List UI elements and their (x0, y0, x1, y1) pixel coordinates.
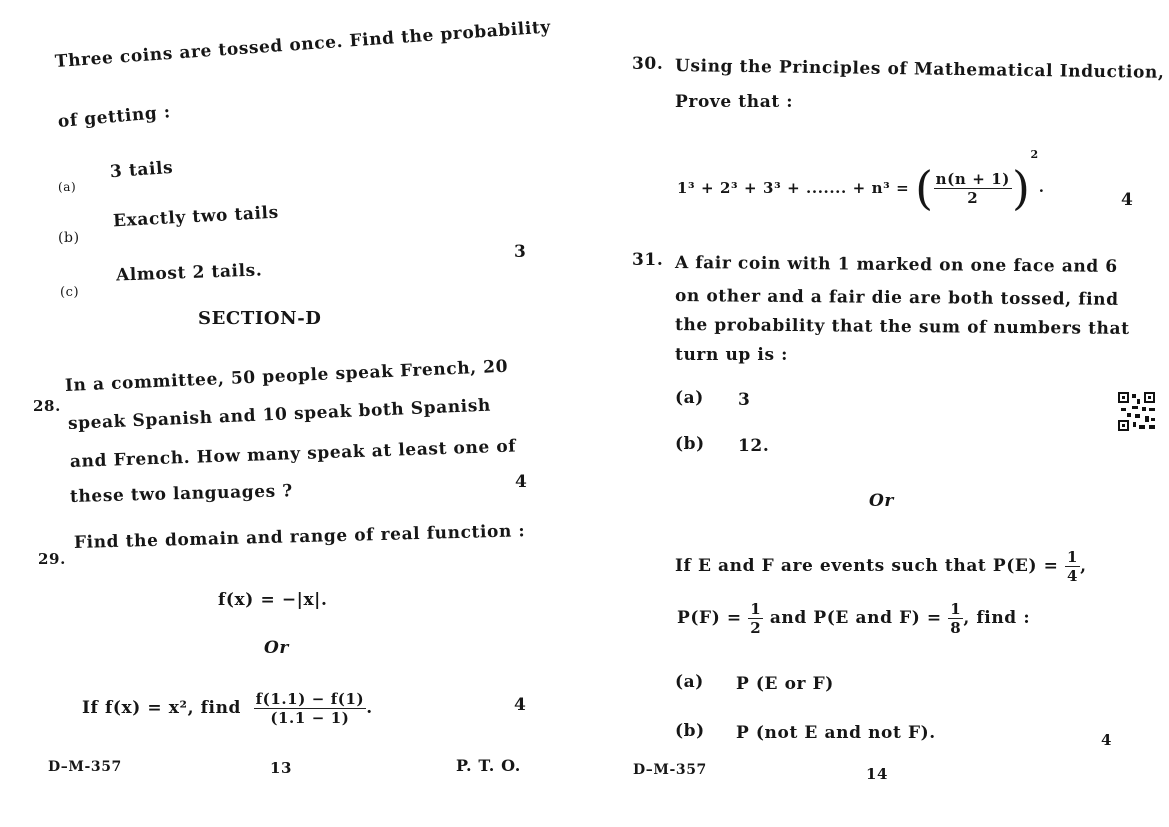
q31-number: 31. (632, 250, 664, 270)
q31-marks: 4 (1101, 731, 1112, 749)
q31-alt-option-a-text: P (E or F) (736, 674, 834, 694)
pe-fraction (1065, 548, 1080, 585)
q29-or: Or (264, 638, 289, 658)
q27-intro-line2: of getting : (57, 102, 172, 132)
q28-line4: these two languages ? (69, 481, 294, 507)
right-page (585, 0, 1169, 827)
q30-equation: 1³ + 2³ + 3³ + ....... + n³ = ( $\frac{n(n + 1)}{2}$ )$^2$. (677, 148, 1045, 215)
q27-option-c-label: (c) (60, 285, 80, 300)
footer-code-left: D–M-357 (48, 759, 122, 775)
q30-left-paren: ( (915, 161, 934, 215)
q30-number: 30. (632, 54, 664, 74)
find-text: , find : (963, 608, 1031, 628)
pef-den: 8 (950, 619, 962, 637)
q28-number: 28. (33, 397, 61, 415)
q30-line2: Prove that : (675, 92, 794, 112)
qr-code-icon (1118, 392, 1156, 432)
pef-fraction (948, 600, 963, 637)
footer-pto: P. T. O. (456, 756, 521, 775)
q31-alt-line2 (677, 600, 1030, 637)
q30-marks: 4 (1121, 190, 1133, 210)
footer-page-14: 14 (866, 765, 889, 783)
q29-line1: Find the domain and range of real function : (73, 521, 526, 553)
q27-marks: 3 (514, 242, 526, 262)
q27-option-a-label: (a) (58, 180, 77, 194)
q31-option-a-text: 3 (738, 390, 751, 410)
q27-option-b-label: (b) (58, 230, 80, 246)
and-text: and P(E and F) = (769, 608, 942, 628)
q31-line2: on other and a fair die are both tossed, find (674, 286, 1119, 310)
q31-option-b-text: 12. (738, 436, 770, 456)
q31-or: Or (869, 491, 894, 511)
q27-option-b-text: Exactly two tails (112, 202, 280, 232)
q28-marks: 4 (515, 472, 527, 492)
q31-option-a-label: (a) (675, 388, 704, 408)
q31-line1: A fair coin with 1 marked on one face and 6 (674, 253, 1118, 277)
q31-line3: the probability that the sum of numbers that (674, 315, 1130, 339)
q31-option-b-label: (b) (675, 434, 705, 454)
pf-den: 2 (750, 619, 762, 637)
q27-option-c-text: Almost 2 tails. (115, 260, 263, 286)
q30-rhs-den: 2 (967, 188, 979, 207)
pe-num: 1 (1067, 548, 1079, 566)
q30-lhs: 1³ + 2³ + 3³ + ....... + n³ = (677, 179, 910, 197)
q29-fraction (254, 690, 367, 727)
footer-page-13: 13 (270, 759, 293, 777)
q31-alt-line1: If E and F are events such that P(E) = $\frac{1}{4}$ , (675, 548, 1087, 585)
q31-alt-option-b-label: (b) (675, 721, 705, 741)
q31-line4: turn up is : (675, 345, 789, 365)
footer-code-right: D–M-357 (633, 762, 707, 778)
q29-frac-num: f(1.1) − f(1) (255, 690, 365, 708)
section-d-title: SECTION-D (198, 308, 322, 329)
q28-line2: speak Spanish and 10 speak both Spanish (67, 395, 492, 434)
q31-alt-option-b-text: P (not E and not F). (736, 723, 936, 743)
pf-num: 1 (750, 600, 762, 618)
q27-intro-line1: Three coins are tossed once. Find the probability (54, 17, 552, 72)
q29-number: 29. (38, 550, 66, 568)
q31-alt-text1: If E and F are events such that P(E) = (675, 556, 1059, 576)
pef-num: 1 (950, 600, 962, 618)
q27-option-a-text: 3 tails (109, 157, 174, 183)
q28-line1: In a committee, 50 people speak French, 20 (64, 356, 509, 396)
q28-line3: and French. How many speak at least one of (69, 436, 517, 472)
q29-function: f(x) = −|x|. (218, 590, 328, 610)
q29-alt-question: If f(x) = x², find $\frac{f(1.1) - f(1)}{(1.1 - 1)}$ . (82, 690, 373, 727)
q30-line1: Using the Principles of Mathematical Induction, (674, 56, 1165, 83)
q29-if-text: If f(x) = x², find (82, 698, 242, 718)
left-page (0, 0, 584, 827)
q30-rhs-power: 2 (1030, 148, 1039, 161)
q30-rhs-num: n(n + 1) (935, 169, 1010, 188)
q30-rhs-fraction (934, 170, 1012, 207)
q30-right-paren: ) (1011, 161, 1031, 215)
pf-fraction (748, 600, 763, 637)
q31-alt-option-a-label: (a) (675, 672, 704, 692)
q29-frac-den: (1.1 − 1) (270, 709, 350, 727)
pf-text: P(F) = (677, 608, 742, 628)
q29-marks: 4 (514, 695, 526, 715)
pe-den: 4 (1067, 567, 1079, 585)
